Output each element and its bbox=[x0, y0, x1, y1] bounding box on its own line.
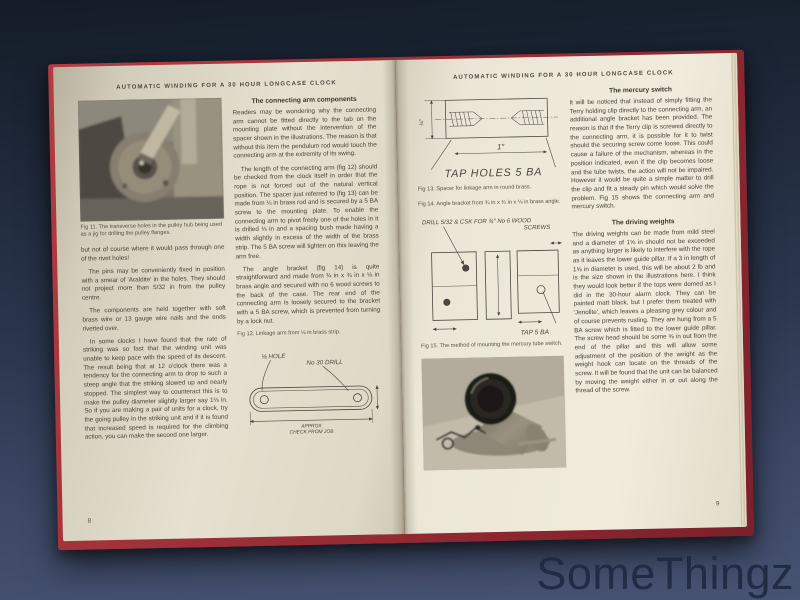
fig12-drill-label: No 30 DRILL bbox=[305, 358, 343, 367]
paragraph: It will be noticed that instead of simply fitting the Terry holding clip directly to the connecting arm, an additional angle bracket has been provided. The reason is that if the Terry clip is screwed directly to the connecting arm, it is possible for it to twist should the securing screw come loose. This could cause a failure of the mechanism, whereas in the position indicated, even if the clip becomes loose and the tube twists, the action will not be impaired. However it would be quite a simple matter to drill the clip and fit a steady pin which would solve the problem. Fig 15 shows the connecting arm and mercury switch. bbox=[569, 96, 715, 211]
fig14-caption: Fig 14. Angle bracket from ¾ in x ¾ in x ⅛ in brass angle. bbox=[418, 198, 561, 208]
fig14-drill-label-line2: SCREWS bbox=[523, 225, 551, 232]
fig15-photo bbox=[421, 355, 566, 470]
right-page-col1 bbox=[416, 88, 566, 471]
fig11-photo bbox=[78, 98, 224, 222]
page-right-content bbox=[415, 69, 720, 513]
fig14-diagram bbox=[418, 213, 563, 341]
paragraph: The components are held together with soft brass wire or 13 gauge wire nails and the ends rivetted over. bbox=[82, 304, 226, 333]
paragraph: but not of course where it would pass through one of the rivet holes! bbox=[80, 243, 225, 263]
book-pages bbox=[53, 53, 747, 541]
paragraph: The pins may be conveniently fixed in position with a smear of 'Araldite' in the holes. They should not project more than 5/32 in from the pulley centre. bbox=[81, 265, 226, 302]
left-page-columns bbox=[78, 94, 383, 447]
fig12-caption: Fig 12. Linkage arm from ⅛ in brass strip. bbox=[237, 329, 341, 338]
paragraph: Readers may be wondering why the connecting arm cannot be fitted directly to the tab on the mounting plate without the intervention of the spacer shown in the illustrations. The reason is that without this item the pendulum rod would touch the connecting arm at the extremity of its swing. bbox=[232, 106, 377, 160]
fig13-diagram bbox=[416, 88, 560, 184]
fig15-caption: Fig 15. The method of mounting the mercury tube switch. bbox=[420, 340, 563, 350]
fig13-dia-label: ¼″ bbox=[419, 119, 426, 126]
fig14-tap-label: TAP 5 BA bbox=[520, 329, 550, 337]
paragraph: The length of the connecting arm (fig 12) should be checked from the clock itself in order that the rope is not forced out of the natural vertical position. The spacer just referred to (fig 13) can be made from ¼ in brass rod and is secured by a 5 BA screw to the mounting plate. To enable the connecting arm to pivot freely one of the holes in it is drilled ⅛ in and a spacing bush made having a width slightly in excess of the width of the brass strip. The 5 BA screw will tighten on this leaving the arm free. bbox=[233, 163, 379, 260]
page-number-right: 9 bbox=[715, 500, 720, 508]
paragraph: In some clocks I have found that the rate of striking was so fast that the winding unit was unable to keep pace with the speed of its descent. The result being that at 12 o'clock there was a tendency for the connecting arm to drop to such a steep angle that the striking slowed up and nearly stopped. The simplest way to counteract this is to make the pulley diameter slightly larger say 1⅛ in. So if you are making a pair of units for a clock, try the going pulley in the striking unit and if it is found that increased speed is required for the climbing action, you can make the second one larger. bbox=[82, 335, 229, 441]
open-book bbox=[53, 53, 747, 541]
left-page-col2 bbox=[232, 94, 383, 443]
page-number-left: 8 bbox=[87, 517, 92, 525]
fig13-caption: Fig 13. Spacer for linkage arm in round brass. bbox=[417, 184, 532, 193]
fig14-drill-label-line1: DRILL 5/32 & CSK FOR ¾″ No 6 WOOD bbox=[421, 218, 532, 227]
fig12-approx-label: APPROX bbox=[300, 423, 322, 430]
fig13-tap-label: TAP HOLES 5 BA bbox=[444, 166, 543, 181]
section-heading-driving-weights: The driving weights bbox=[611, 218, 675, 227]
fig12-diagram bbox=[237, 343, 382, 436]
watermark-text: SomeThingz bbox=[536, 548, 794, 599]
right-page-columns bbox=[416, 84, 720, 470]
fig11-caption: Fig 11. The transverse holes in the pulley hub being used as a jig for drilling the pulley flanges. bbox=[80, 221, 223, 239]
section-heading-mercury-switch: The mercury switch bbox=[609, 86, 672, 95]
paragraph: The angle bracket (fig 14) is quite straightforward and made from ¾ in x ¾ in x ⅛ in brass angle and secured with no 6 wood screws to the back of the case. The rear end of the connecting arm is loosely secured to the bracket with a 5 BA screw, which is prevented from turning by a lock nut. bbox=[235, 263, 381, 326]
paragraph: The driving weights can be made from mild steel and a diameter of 1⅝ in should not be exceeded as anything larger is likely to interfere with the rope as it leaves the lower guide pillar. If a 3 in length of 1⅝ in diameter is used, this will be about 2 lb and is the size shown in the illustrations here. I think they would look better if the tops were domed as I did in the 30-hour alarm clock. They can be painted matt black, but I prefer them treated with 'Jenolite', which leaves a pleasing grey colour and of course prevents rusting. They are hung from a 5 BA screw which is fitted to the lower guide pillar. The screw head should be some ⅜ in out from the end of the pillar and this will allow some adjustment of the position of the weight as the weight hook can locate on the threads of the screw. It will be found that the unit can be balanced by moving the weight either in or out along the thread of the screw. bbox=[572, 228, 718, 395]
section-heading-connecting-arm: The connecting arm components bbox=[251, 95, 357, 106]
running-header-left: AUTOMATIC WINDING FOR A 30 HOUR LONGCASE CLOCK bbox=[116, 80, 337, 91]
page-right bbox=[395, 53, 747, 534]
page-left-content bbox=[78, 79, 385, 524]
fig12-check-label: CHECK FROM JOB bbox=[289, 429, 334, 436]
left-page-col1 bbox=[78, 98, 229, 447]
fig12-hole-label: ⅛ HOLE bbox=[260, 352, 286, 361]
right-page-col2 bbox=[569, 84, 719, 467]
fig13-length-label: 1″ bbox=[497, 142, 505, 152]
running-header-right: AUTOMATIC WINDING FOR A 30 HOUR LONGCASE CLOCK bbox=[453, 70, 674, 81]
page-left bbox=[53, 60, 405, 541]
